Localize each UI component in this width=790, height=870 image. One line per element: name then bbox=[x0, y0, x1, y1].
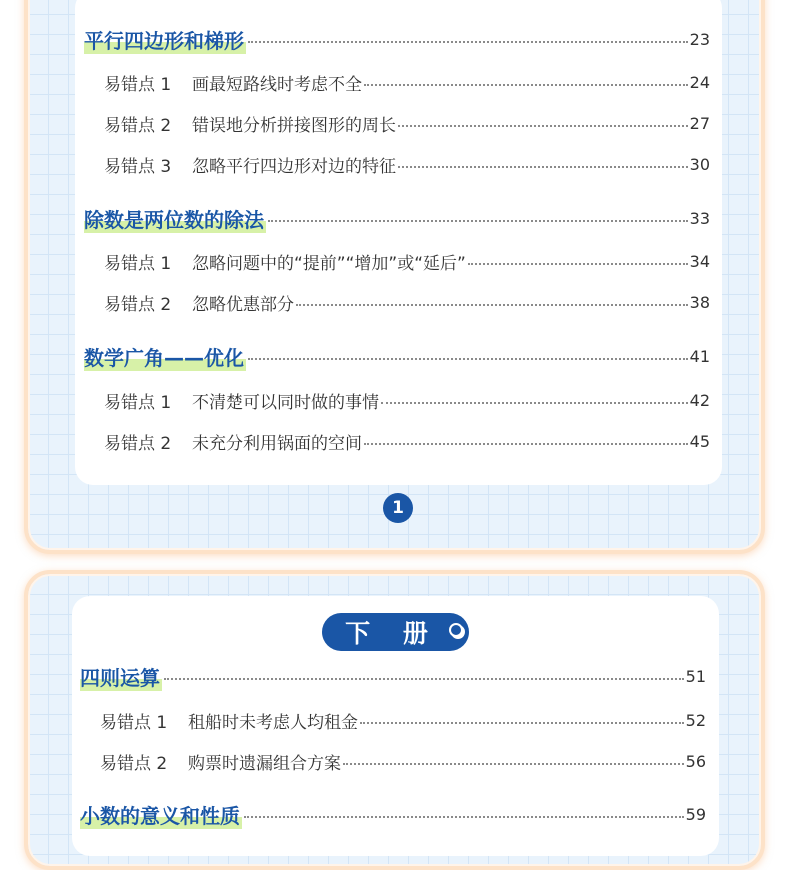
toc-item-text: 购票时遗漏组合方案 bbox=[188, 753, 341, 774]
toc-item-label: 易错点 1 bbox=[104, 74, 172, 95]
dot-leader bbox=[398, 125, 688, 127]
dot-leader bbox=[268, 220, 688, 222]
toc-item-label: 易错点 1 bbox=[104, 253, 172, 274]
toc-page-number: 33 bbox=[689, 208, 710, 228]
toc-page-number: 45 bbox=[689, 431, 710, 451]
toc-item-row[interactable] bbox=[104, 386, 710, 414]
toc-item-row[interactable] bbox=[100, 706, 706, 734]
toc-item-label: 易错点 2 bbox=[104, 115, 172, 136]
toc-section-title: 平行四边形和梯形 bbox=[84, 25, 246, 54]
toc-item-text: 未充分利用锅面的空间 bbox=[192, 433, 362, 454]
toc-item-row[interactable] bbox=[104, 109, 710, 137]
toc-item-row[interactable] bbox=[104, 247, 710, 275]
dot-leader bbox=[248, 41, 688, 43]
toc-item-label: 易错点 2 bbox=[100, 753, 168, 774]
dot-leader bbox=[381, 402, 688, 404]
volume-title-pill bbox=[322, 613, 469, 651]
pill-decoration-icon bbox=[451, 625, 465, 639]
toc-item-text: 租船时未考虑人均租金 bbox=[188, 712, 358, 733]
toc-item-label: 易错点 2 bbox=[104, 433, 172, 454]
dot-leader bbox=[364, 443, 688, 445]
toc-page-number: 34 bbox=[689, 251, 710, 271]
dot-leader bbox=[244, 816, 684, 818]
dot-leader bbox=[248, 358, 688, 360]
toc-item-text: 不清楚可以同时做的事情 bbox=[192, 392, 379, 413]
toc-item-row[interactable] bbox=[104, 68, 710, 96]
dot-leader bbox=[468, 263, 688, 265]
toc-item-text: 错误地分析拼接图形的周长 bbox=[192, 115, 396, 136]
toc-item-text: 画最短路线时考虑不全 bbox=[192, 74, 362, 95]
toc-item-text: 忽略平行四边形对边的特征 bbox=[192, 156, 396, 177]
toc-page-number: 38 bbox=[689, 292, 710, 312]
dot-leader bbox=[398, 166, 688, 168]
toc-item-label: 易错点 1 bbox=[100, 712, 168, 733]
dot-leader bbox=[343, 763, 684, 765]
toc-section-row[interactable] bbox=[84, 204, 710, 232]
toc-page-number: 52 bbox=[685, 710, 706, 730]
toc-page-number: 51 bbox=[685, 666, 706, 686]
toc-section-row[interactable] bbox=[80, 800, 706, 828]
toc-item-label: 易错点 3 bbox=[104, 156, 172, 177]
dot-leader bbox=[296, 304, 688, 306]
toc-section-title: 除数是两位数的除法 bbox=[84, 204, 266, 233]
toc-section-row[interactable] bbox=[84, 25, 710, 53]
volume-title: 下 册 bbox=[345, 619, 440, 648]
toc-section-title: 数学广角——优化 bbox=[84, 342, 246, 371]
toc-section-title: 四则运算 bbox=[80, 662, 162, 691]
toc-item-text: 忽略优惠部分 bbox=[192, 294, 294, 315]
toc-item-row[interactable] bbox=[104, 150, 710, 178]
toc-page-number: 23 bbox=[689, 29, 710, 49]
toc-item-label: 易错点 1 bbox=[104, 392, 172, 413]
page-number-badge: 1 bbox=[383, 493, 413, 523]
toc-page-number: 56 bbox=[685, 751, 706, 771]
toc-page-number: 30 bbox=[689, 154, 710, 174]
dot-leader bbox=[364, 84, 688, 86]
toc-item-row[interactable] bbox=[100, 747, 706, 775]
toc-section-row[interactable] bbox=[84, 342, 710, 370]
toc-section-title: 小数的意义和性质 bbox=[80, 800, 242, 829]
toc-page-number: 42 bbox=[689, 390, 710, 410]
toc-page-number: 59 bbox=[685, 804, 706, 824]
dot-leader bbox=[164, 678, 684, 680]
toc-item-row[interactable] bbox=[104, 288, 710, 316]
dot-leader bbox=[360, 722, 684, 724]
toc-page-number: 24 bbox=[689, 72, 710, 92]
toc-item-label: 易错点 2 bbox=[104, 294, 172, 315]
toc-item-row[interactable] bbox=[104, 427, 710, 455]
toc-page-number: 41 bbox=[689, 346, 710, 366]
toc-page-number: 27 bbox=[689, 113, 710, 133]
toc-section-row[interactable] bbox=[80, 662, 706, 690]
toc-item-text: 忽略问题中的“提前”“增加”或“延后” bbox=[192, 253, 466, 274]
